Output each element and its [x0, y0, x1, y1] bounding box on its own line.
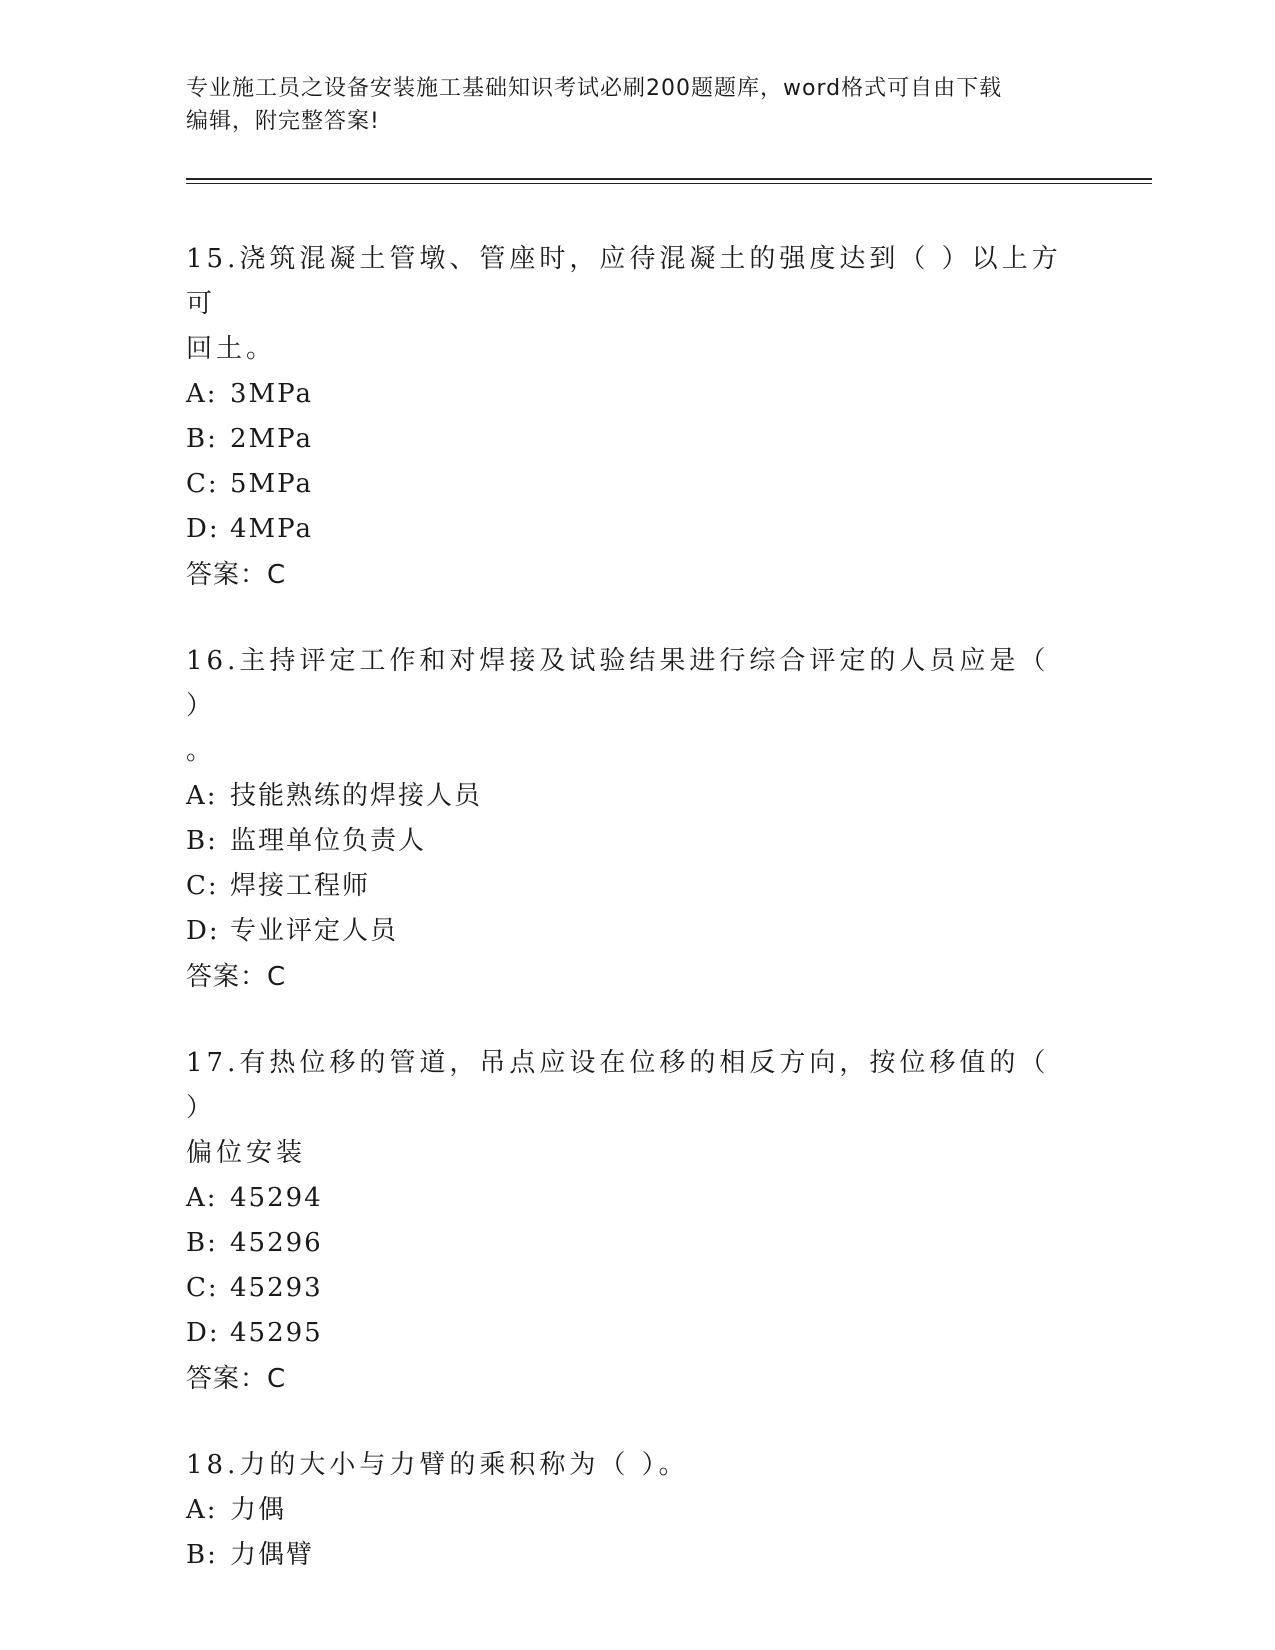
answer: 答案：C — [186, 560, 287, 590]
option-label: A: — [186, 1183, 218, 1213]
question-17 — [186, 1041, 1066, 1402]
question-18 — [186, 1443, 1066, 1578]
option-a — [186, 774, 1066, 819]
question-text: 15.浇筑混凝土管墩、管座时，应待混凝土的强度达到（ ）以上方可 — [186, 244, 1062, 319]
option-text: 专业评定人员 — [230, 916, 399, 946]
option-text: 45296 — [230, 1228, 323, 1258]
option-c — [186, 864, 1066, 909]
option-text: 技能熟练的焊接人员 — [230, 781, 483, 811]
option-text: 3MPa — [230, 379, 313, 409]
document-header — [186, 72, 1066, 138]
option-text: 45293 — [230, 1273, 323, 1303]
option-text: 力偶臂 — [230, 1540, 315, 1570]
question-text: 18.力的大小与力臂的乘积称为（ ）。 — [186, 1450, 689, 1480]
question-16 — [186, 639, 1066, 1000]
option-label: A: — [186, 1495, 218, 1525]
option-d — [186, 909, 1066, 954]
question-list — [186, 237, 1066, 1619]
option-label: A: — [186, 781, 218, 811]
option-label: C: — [186, 871, 219, 901]
question-text: 偏位安装 — [186, 1138, 307, 1168]
option-label: D: — [186, 514, 220, 544]
option-text: 监理单位负责人 — [230, 826, 427, 856]
answer: 答案：C — [186, 1364, 287, 1394]
option-label: C: — [186, 1273, 219, 1303]
option-text: 焊接工程师 — [230, 871, 371, 901]
option-b — [186, 417, 1066, 462]
option-label: B: — [186, 1228, 218, 1258]
option-label: D: — [186, 916, 220, 946]
option-text: 45294 — [230, 1183, 323, 1213]
question-text: 。 — [186, 736, 217, 766]
option-d — [186, 1311, 1066, 1356]
option-c — [186, 462, 1066, 507]
option-b — [186, 819, 1066, 864]
header-line-2: 编辑，附完整答案! — [186, 109, 380, 134]
option-a — [186, 1488, 1066, 1533]
option-text: 4MPa — [230, 514, 313, 544]
option-label: C: — [186, 469, 219, 499]
option-a — [186, 1176, 1066, 1221]
option-text: 力偶 — [230, 1495, 287, 1525]
option-d — [186, 507, 1066, 552]
option-label: B: — [186, 1540, 218, 1570]
option-text: 45295 — [230, 1318, 323, 1348]
option-text: 5MPa — [230, 469, 313, 499]
answer: 答案：C — [186, 962, 287, 992]
question-text: 17.有热位移的管道，吊点应设在位移的相反方向，按位移值的（ ） — [186, 1048, 1050, 1123]
option-label: B: — [186, 826, 218, 856]
option-b — [186, 1221, 1066, 1266]
option-c — [186, 1266, 1066, 1311]
header-divider-thin — [186, 183, 1152, 184]
option-label: D: — [186, 1318, 220, 1348]
option-label: B: — [186, 424, 218, 454]
option-a — [186, 372, 1066, 417]
option-text: 2MPa — [230, 424, 313, 454]
question-15 — [186, 237, 1066, 598]
question-text: 16.主持评定工作和对焊接及试验结果进行综合评定的人员应是（ ） — [186, 646, 1050, 721]
question-text: 回土。 — [186, 334, 277, 364]
option-label: A: — [186, 379, 218, 409]
header-divider-thick — [186, 178, 1152, 180]
option-b — [186, 1533, 1066, 1578]
header-line-1: 专业施工员之设备安装施工基础知识考试必刷200题题库，word格式可自由下载 — [186, 76, 1003, 101]
